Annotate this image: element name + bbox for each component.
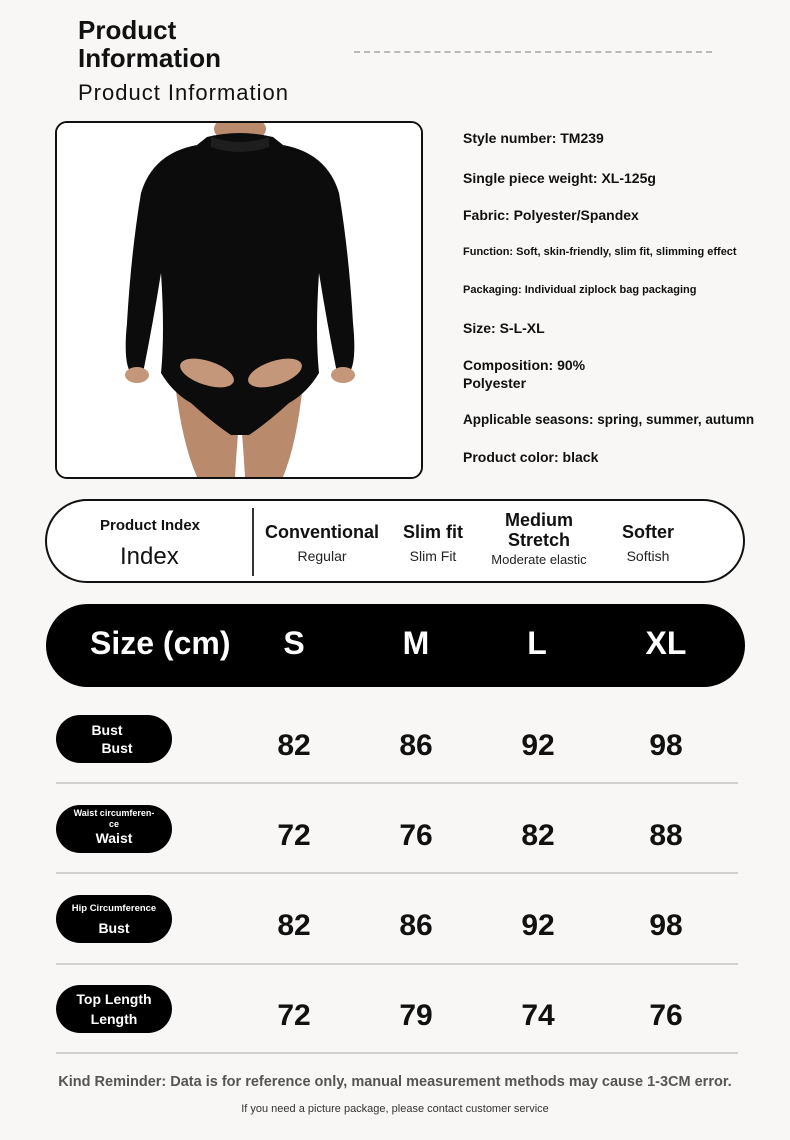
size-s: S [283, 625, 305, 661]
index-col-head-2: Stretch [507, 530, 570, 550]
contact-note: If you need a picture package, please contact customer service [241, 1103, 549, 1115]
row-label-bottom: Length [90, 1011, 138, 1027]
row-label-bottom: Waist [95, 830, 133, 846]
fabric: Fabric: Polyester/Spandex [463, 207, 639, 223]
index-col-sub: Slim Fit [409, 548, 457, 564]
row-label-top-2: ce [108, 819, 119, 829]
table-cell: 72 [277, 999, 311, 1032]
index-col-head: Conventional [264, 522, 379, 542]
weight: Single piece weight: XL-125g [463, 170, 656, 186]
seasons: Applicable seasons: spring, summer, autumn [463, 412, 755, 427]
product-photo [55, 121, 423, 479]
table-cell: 98 [649, 729, 683, 762]
index-subtitle: Index [120, 543, 179, 570]
index-softer [608, 522, 688, 564]
page-subtitle: Product Information [78, 80, 289, 105]
row-label-length [56, 985, 172, 1033]
page-title [78, 16, 221, 72]
index-col-head-1: Medium [504, 510, 573, 530]
index-medium-stretch [484, 510, 594, 567]
size-m: M [402, 625, 430, 661]
size-l: L [527, 625, 547, 661]
table-cell: 72 [277, 819, 311, 852]
index-col-sub: Softish [626, 548, 670, 564]
composition-line-1: Composition: 90% [463, 357, 586, 373]
row-label-top-1: Waist circumferen- [73, 808, 155, 818]
table-cell: 88 [649, 819, 683, 852]
product-color: Product color: black [463, 449, 599, 465]
row-label-top: Bust [91, 722, 123, 738]
header-divider [354, 51, 712, 53]
packaging: Packaging: Individual ziplock bag packaging [463, 284, 697, 296]
index-conventional [262, 522, 382, 564]
index-divider [252, 508, 254, 576]
bodysuit-illustration [57, 123, 421, 477]
row-label-top: Top Length [76, 991, 152, 1007]
table-cell: 98 [649, 909, 683, 942]
composition [463, 356, 585, 392]
table-cell: 92 [521, 729, 555, 762]
row-label-waist [56, 805, 172, 853]
index-col-sub: Regular [297, 548, 347, 564]
size-header-label: Size (cm) [90, 625, 231, 661]
table-cell: 82 [277, 909, 311, 942]
table-cell: 82 [277, 729, 311, 762]
index-title: Product Index [100, 517, 201, 534]
row-label-bottom: Bust [101, 740, 133, 756]
table-cell: 86 [399, 909, 433, 942]
index-col-head: Slim fit [402, 522, 463, 542]
table-cell: 82 [521, 819, 555, 852]
row-divider [56, 963, 738, 965]
table-cell: 76 [399, 819, 433, 852]
table-cell: 92 [521, 909, 555, 942]
table-cell: 76 [649, 999, 683, 1032]
index-col-head: Softer [621, 522, 674, 542]
size-xl: XL [645, 625, 687, 661]
index-col-sub: Moderate elastic [491, 552, 587, 567]
title-line-2: Information [78, 43, 221, 73]
table-cell: 86 [399, 729, 433, 762]
function: Function: Soft, skin-friendly, slim fit, slimming effect [463, 246, 737, 258]
kind-reminder: Kind Reminder: Data is for reference only, manual measurement methods may cause 1-3CM error. [58, 1074, 732, 1090]
composition-line-2: Polyester [463, 375, 527, 391]
row-divider [56, 782, 738, 784]
row-label-bottom: Bust [98, 920, 130, 936]
size-range: Size: S-L-XL [463, 320, 545, 336]
index-slim-fit [393, 522, 473, 564]
row-divider [56, 872, 738, 874]
title-line-1: Product [78, 15, 177, 45]
row-label-hip [56, 895, 172, 943]
style-number: Style number: TM239 [463, 130, 604, 146]
row-divider [56, 1052, 738, 1054]
table-cell: 74 [521, 999, 555, 1032]
row-label-top: Hip Circumference [71, 903, 157, 914]
row-label-bust [56, 715, 172, 763]
table-cell: 79 [399, 999, 433, 1032]
